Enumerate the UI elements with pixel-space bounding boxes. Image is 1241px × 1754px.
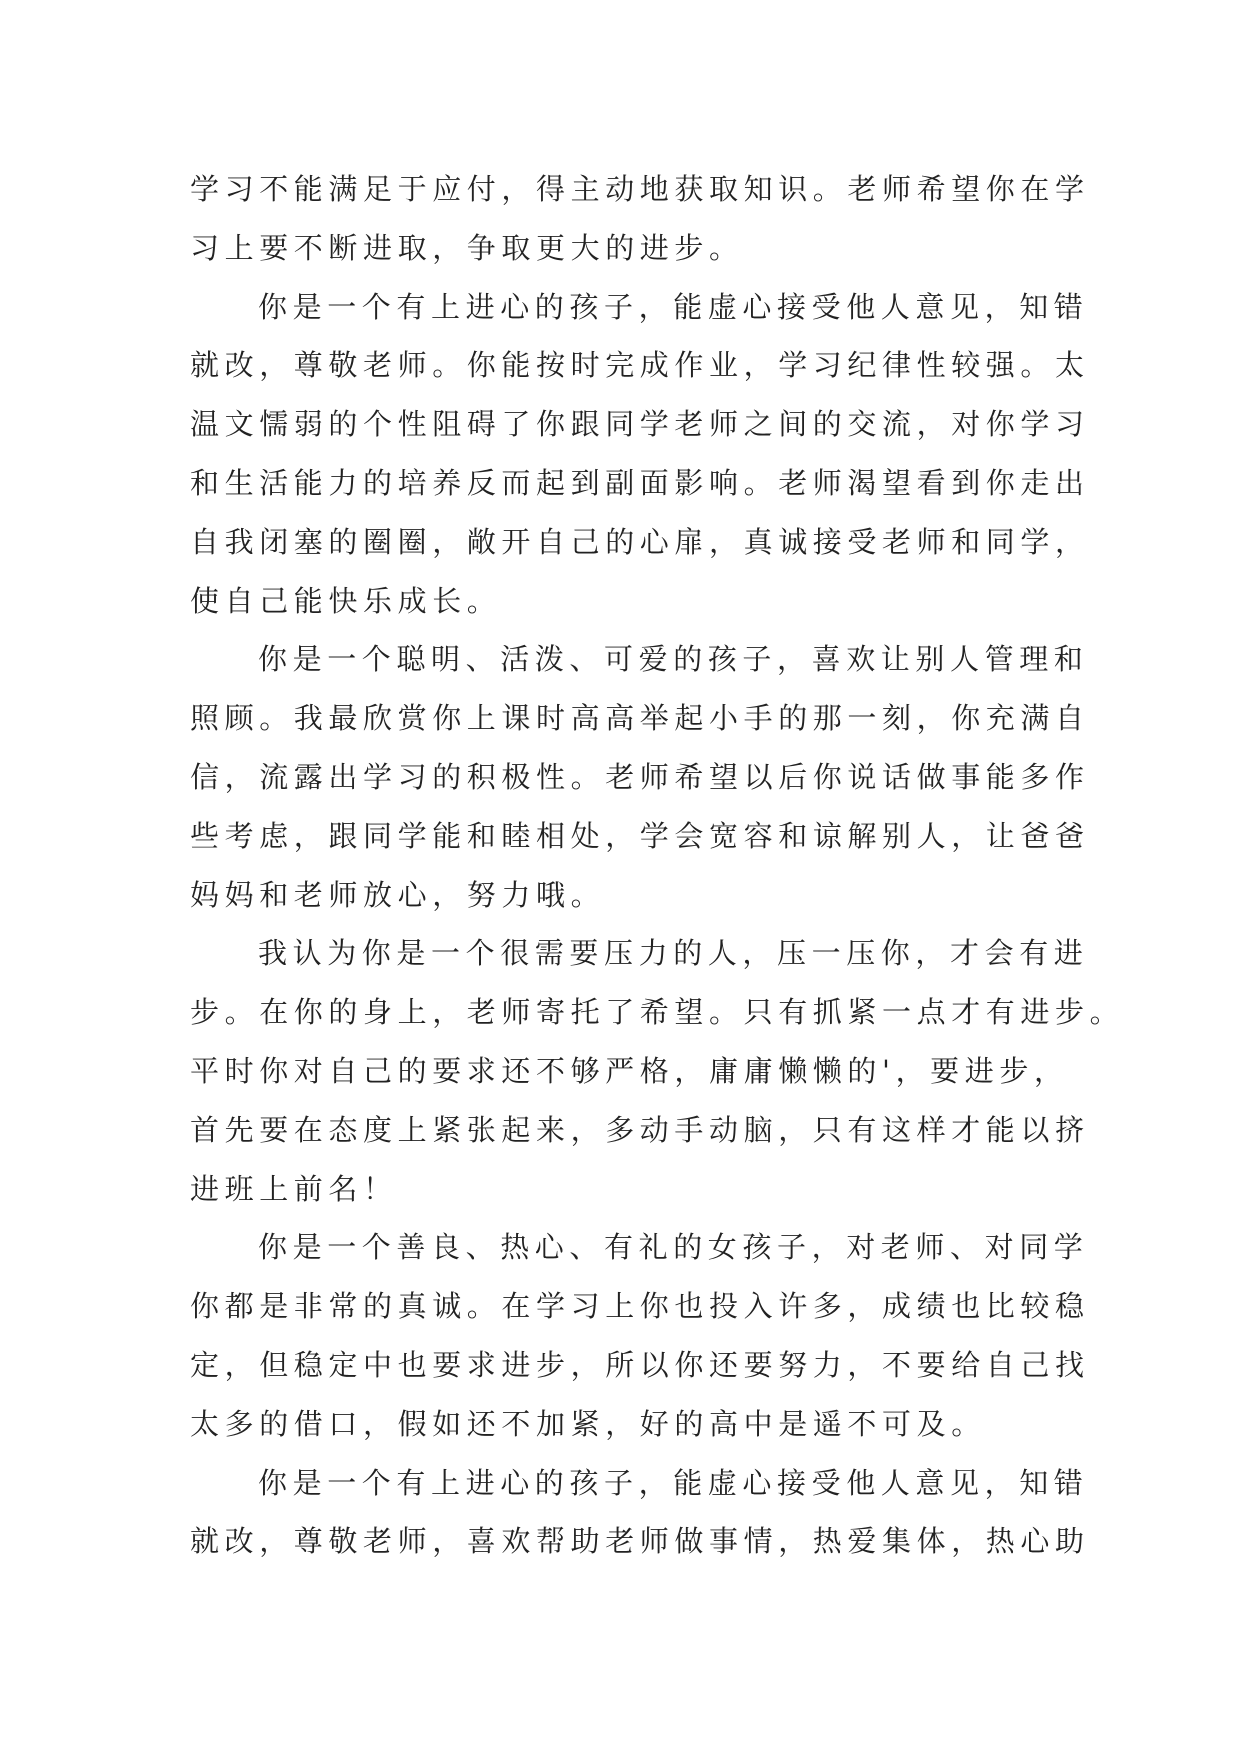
- text-line: 照顾。我最欣赏你上课时高高举起小手的那一刻，你充满自: [190, 701, 1090, 736]
- paragraph-first-line: 你是一个有上进心的孩子，能虚心接受他人意见，知错: [258, 1465, 1089, 1500]
- text-line: 学习不能满足于应付，得主动地获取知识。老师希望你在学: [190, 172, 1090, 206]
- text-line: 妈妈和老师放心，努力哦。: [190, 877, 606, 912]
- text-line: 温文懦弱的个性阻碍了你跟同学老师之间的交流，对你学习: [190, 407, 1090, 442]
- text-line: 就改，尊敬老师。你能按时完成作业，学习纪律性较强。太: [190, 348, 1090, 383]
- text-line: 习上要不断进取，争取更大的进步。: [190, 230, 744, 265]
- document-body: [190, 160, 1125, 1571]
- text-line: 你都是非常的真诚。在学习上你也投入许多，成绩也比较稳: [190, 1289, 1090, 1324]
- paragraph-first-line: 你是一个有上进心的孩子，能虚心接受他人意见，知错: [258, 289, 1089, 324]
- text-line: 进班上前名！: [190, 1171, 398, 1206]
- text-line: 定，但稳定中也要求进步，所以你还要努力，不要给自己找: [190, 1347, 1090, 1382]
- text-line: 些考虑，跟同学能和睦相处，学会宽容和谅解别人，让爸爸: [190, 818, 1090, 853]
- text-line: 使自己能快乐成长。: [190, 583, 502, 618]
- paragraph-first-line: 我认为你是一个很需要压力的人，压一压你，才会有进: [258, 936, 1089, 971]
- text-line: 就改，尊敬老师，喜欢帮助老师做事情，热爱集体，热心助: [190, 1524, 1090, 1559]
- paragraph-first-line: 你是一个善良、热心、有礼的女孩子，对老师、对同学: [258, 1230, 1089, 1265]
- text-line: 太多的借口，假如还不加紧，好的高中是遥不可及。: [190, 1406, 986, 1441]
- text-line: 平时你对自己的要求还不够严格，庸庸懒懒的'，要进步，: [190, 1053, 1069, 1088]
- text-line: 信，流露出学习的积极性。老师希望以后你说话做事能多作: [190, 759, 1090, 794]
- text-line: 和生活能力的培养反而起到副面影响。老师渴望看到你走出: [190, 465, 1090, 500]
- paragraph-first-line: 你是一个聪明、活泼、可爱的孩子，喜欢让别人管理和: [258, 642, 1089, 677]
- text-line: 首先要在态度上紧张起来，多动手动脑，只有这样才能以挤: [190, 1112, 1090, 1147]
- text-line: 步。在你的身上，老师寄托了希望。只有抓紧一点才有进步。: [190, 995, 1125, 1030]
- text-line: 自我闭塞的圈圈，敞开自己的心扉，真诚接受老师和同学，: [190, 524, 1090, 559]
